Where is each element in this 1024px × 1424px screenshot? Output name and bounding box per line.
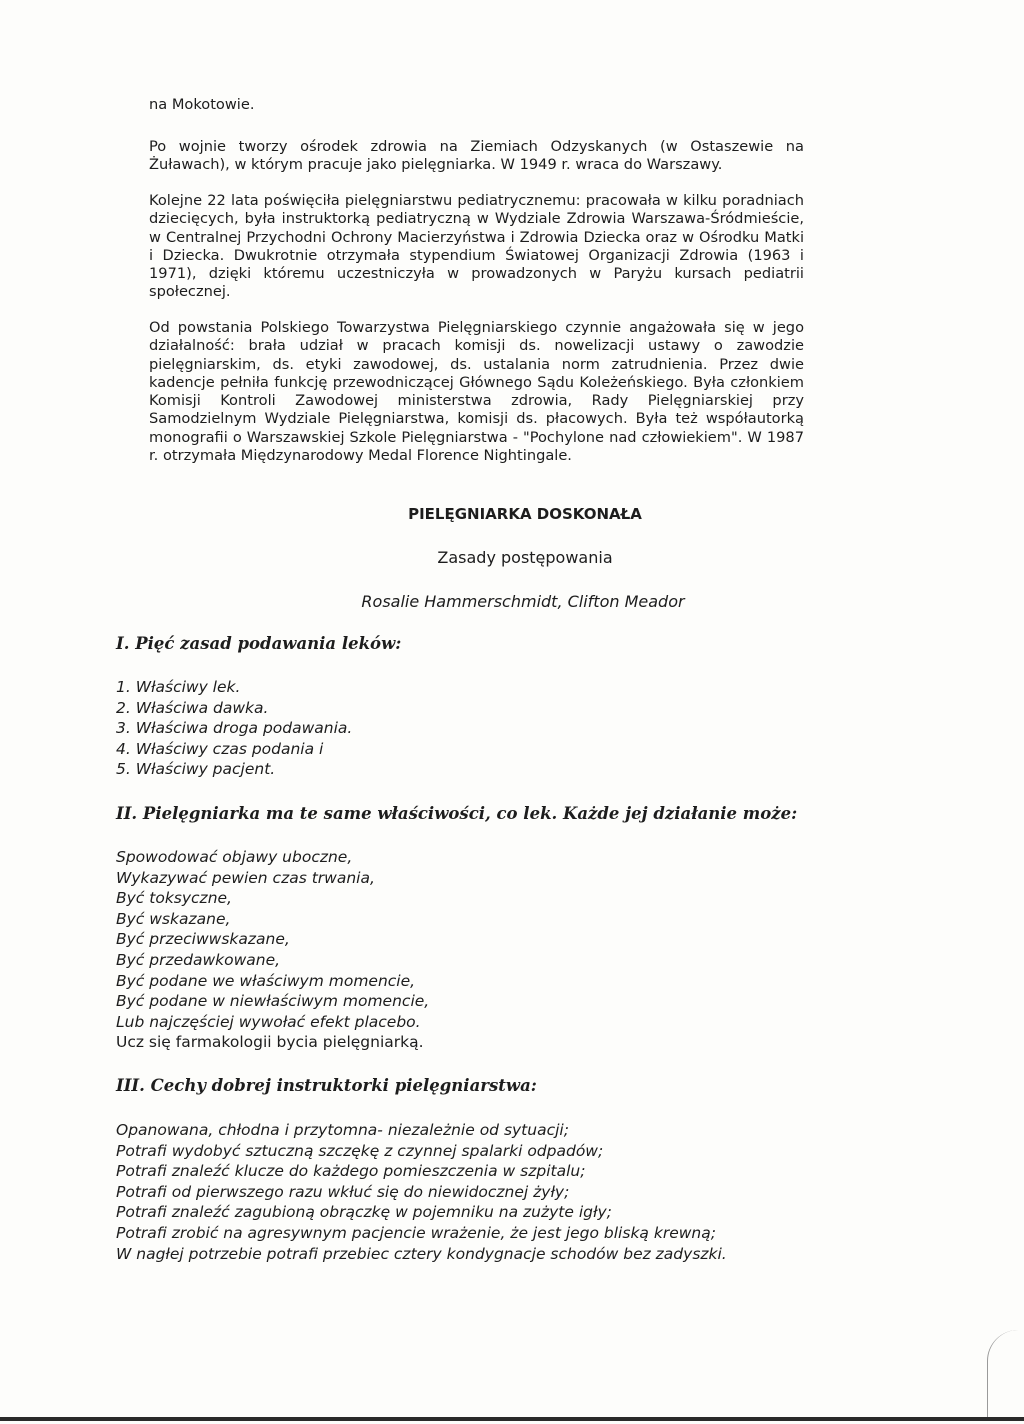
- list-item: Być podane we właściwym momencie,: [116, 971, 416, 990]
- list-item: Potrafi wydobyć sztuczną szczękę z czynnej spalarki odpadów;: [116, 1141, 604, 1160]
- list-item: 2. Właściwa dawka.: [116, 698, 269, 717]
- list-item: Ucz się farmakologii bycia pielęgniarką.: [116, 1033, 424, 1052]
- list-item: Potrafi zrobić na agresywnym pacjencie wrażenie, że jest jego bliską krewną;: [116, 1223, 716, 1242]
- list-item: 1. Właściwy lek.: [116, 678, 241, 696]
- section-3-title: III. Cechy dobrej instruktorki pielęgniarstwa:: [116, 1076, 537, 1095]
- list-item: Opanowana, chłodna i przytomna- niezależnie od sytuacji;: [116, 1121, 569, 1139]
- section-3-list: [116, 1120, 727, 1264]
- list-item: 4. Właściwy czas podania i: [116, 739, 324, 758]
- scan-artifact-curve: [987, 1330, 1018, 1420]
- list-item: Lub najczęściej wywołać efekt placebo.: [116, 1012, 421, 1031]
- section-1-title: I. Pięć zasad podawania leków:: [116, 634, 402, 653]
- document-subtitle: Zasady postępowania: [437, 548, 613, 567]
- section-1-list: [116, 677, 352, 780]
- list-item: Być przeciwwskazane,: [116, 930, 290, 949]
- intro-paragraph-1: na Mokotowie.: [149, 96, 255, 113]
- list-item: Potrafi znaleźć zagubioną obrączkę w pojemniku na zużyte igły;: [116, 1203, 612, 1222]
- scan-bottom-edge: [0, 1417, 1024, 1421]
- document-authors: Rosalie Hammerschmidt, Clifton Meador: [361, 592, 685, 611]
- list-item: Spowodować objawy uboczne,: [116, 848, 353, 866]
- list-item: 3. Właściwa droga podawania.: [116, 719, 353, 738]
- list-item: Potrafi znaleźć klucze do każdego pomieszczenia w szpitalu;: [116, 1162, 586, 1181]
- list-item: Być wskazane,: [116, 909, 231, 928]
- intro-paragraph-2: Po wojnie tworzy ośrodek zdrowia na Ziemiach Odzyskanych (w Ostaszewie na Żuławach), w którym pracuje jako pielęgniarka. W 1949 r. wraca do Warszawy.: [149, 138, 804, 174]
- section-2-list: [116, 847, 429, 1053]
- intro-paragraph-4: Od powstania Polskiego Towarzystwa Pielęgniarskiego czynnie angażowała się w jego działalność: brała udział w pracach komisji ds. nowelizacji ustawy o zawodzie pielęgniarskim, ds. etyki zawodowej, ds. ustalania norm zatrudnienia. Przez dwie kadencje pełniła funkcję przewodniczącej Głównego Sądu Koleżeńskiego. Była członkiem Komisji Kontroli Zawodowej ministerstwa zdrowia, Rady Pielęgniarskiej przy Samodzielnym Wydziale Pielęgniarstwa, komisji ds. płacowych. Była też współautorką monografii o Warszawskiej Szkole Pielęgniarstwa - "Pochylone nad człowiekiem". W 1987 r. otrzymała Międzynarodowy Medal Florence Nightingale.: [149, 319, 804, 465]
- list-item: Wykazywać pewien czas trwania,: [116, 868, 375, 887]
- document-title: PIELĘGNIARKA DOSKONAŁA: [408, 505, 642, 523]
- list-item: Być podane w niewłaściwym momencie,: [116, 992, 430, 1011]
- list-item: Potrafi od pierwszego razu wkłuć się do niewidocznej żyły;: [116, 1182, 570, 1201]
- list-item: 5. Właściwy pacjent.: [116, 760, 276, 779]
- intro-paragraph-3: Kolejne 22 lata poświęciła pielęgniarstwu pediatrycznemu: pracowała w kilku poradniach dziecięcych, była instruktorką pediatryczną w Wydziale Zdrowia Warszawa-Śródmieście, w Centralnej Przychodni Ochrony Macierzyństwa i Zdrowia Dziecka oraz w Ośrodku Matki i Dziecka. Dwukrotnie otrzymała stypendium Światowej Organizacji Zdrowia (1963 i 1971), dzięki któremu uczestniczyła w prowadzonych w Paryżu kursach pediatrii społecznej.: [149, 192, 804, 301]
- list-item: Być przedawkowane,: [116, 950, 281, 969]
- list-item: W nagłej potrzebie potrafi przebiec cztery kondygnacje schodów bez zadyszki.: [116, 1244, 727, 1263]
- list-item: Być toksyczne,: [116, 889, 232, 908]
- section-2-title: II. Pielęgniarka ma te same właściwości, co lek. Każde jej działanie może:: [116, 804, 798, 823]
